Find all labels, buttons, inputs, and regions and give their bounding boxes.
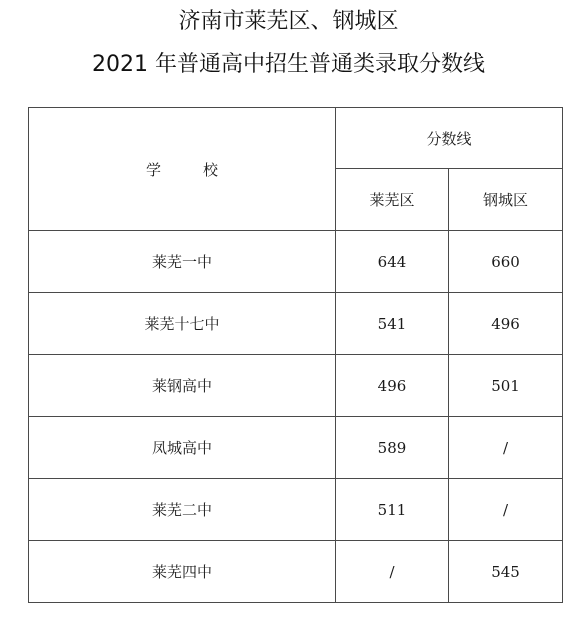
score-gangcheng: 545 bbox=[449, 541, 563, 603]
school-name: 莱芜四中 bbox=[29, 541, 336, 603]
score-laiwu: 511 bbox=[336, 479, 449, 541]
page-title-line2: 2021 年普通高中招生普通类录取分数线 bbox=[92, 52, 485, 77]
score-laiwu: 541 bbox=[336, 293, 449, 355]
score-laiwu: / bbox=[336, 541, 449, 603]
score-gangcheng: 496 bbox=[449, 293, 563, 355]
score-laiwu: 589 bbox=[336, 417, 449, 479]
table-row bbox=[29, 355, 563, 417]
district-header-gangcheng: 钢城区 bbox=[449, 169, 563, 231]
school-name: 凤城高中 bbox=[29, 417, 336, 479]
district-header-laiwu: 莱芜区 bbox=[336, 169, 449, 231]
school-name: 莱芜二中 bbox=[29, 479, 336, 541]
school-name: 莱钢高中 bbox=[29, 355, 336, 417]
school-header-char-1: 学 bbox=[145, 160, 161, 179]
school-header-char-2: 校 bbox=[203, 160, 219, 179]
table-row bbox=[29, 541, 563, 603]
school-name: 莱芜一中 bbox=[29, 231, 336, 293]
school-name: 莱芜十七中 bbox=[29, 293, 336, 355]
page-title-line1: 济南市莱芜区、钢城区 bbox=[178, 9, 399, 34]
table-row bbox=[29, 231, 563, 293]
score-gangcheng: 660 bbox=[449, 231, 563, 293]
table-row bbox=[29, 479, 563, 541]
school-column-header bbox=[29, 108, 336, 231]
table-row bbox=[29, 293, 563, 355]
score-gangcheng: / bbox=[449, 479, 563, 541]
score-laiwu: 644 bbox=[336, 231, 449, 293]
score-gangcheng: / bbox=[449, 417, 563, 479]
header-row-1 bbox=[29, 108, 563, 169]
score-gangcheng: 501 bbox=[449, 355, 563, 417]
score-column-header: 分数线 bbox=[336, 108, 563, 169]
score-laiwu: 496 bbox=[336, 355, 449, 417]
score-table bbox=[28, 107, 563, 603]
table-row bbox=[29, 417, 563, 479]
